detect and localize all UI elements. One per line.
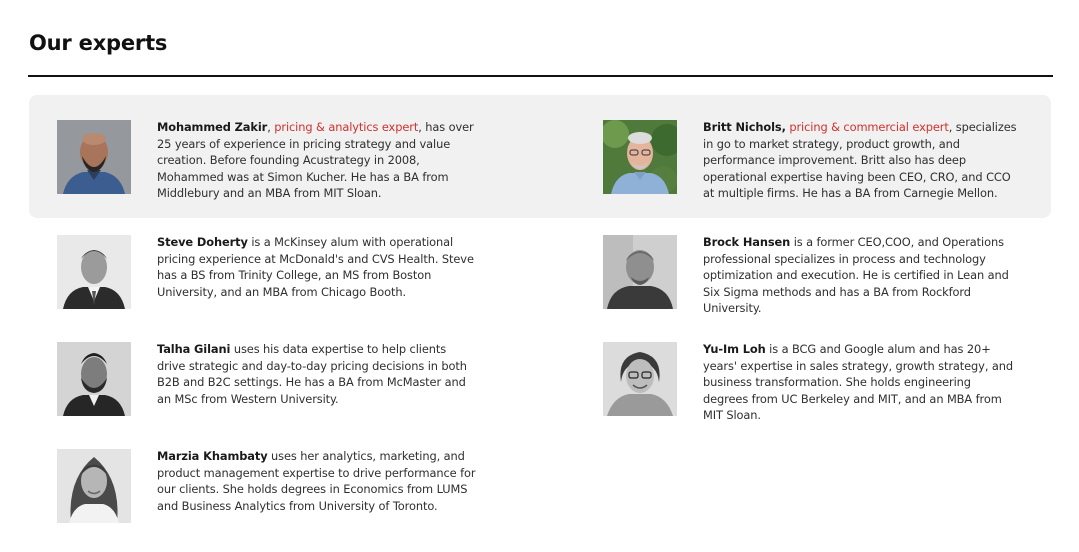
expert-bio: Yu-Im Loh is a BCG and Google alum and has 20+ years' expertise in sales strategy, growth strategy, and business transformation. She holds engineering degrees from UC Berkeley and MIT, and an MBA from MIT Sloan.: [703, 342, 1013, 423]
expert-bio: Steve Doherty is a McKinsey alum with operational pricing experience at McDonald's and CVS Health. Steve has a BS from Trinity College, an MS from Boston University, and an MBA from Chicago Booth.: [157, 235, 474, 299]
expert-photo: [57, 449, 131, 523]
expert-photo: [603, 120, 677, 194]
expert-bio: Mohammed Zakir, pricing & analytics expert, has over 25 years of experience in pricing strategy and value creation. Before founding Acustrategy in 2008, Mohammed was at Simon Kucher. He has a BA from Middlebury and an MBA from MIT Sloan.: [157, 120, 474, 201]
expert-photo: [603, 342, 677, 416]
expert-name: Marzia Khambaty: [157, 449, 268, 463]
expert-name: Talha Gilani: [157, 342, 231, 356]
expert-photo: [57, 120, 131, 194]
expert-name: Mohammed Zakir: [157, 120, 268, 134]
page-title: Our experts: [29, 31, 168, 55]
expert-photo: [603, 235, 677, 309]
expert-bio: Marzia Khambaty uses her analytics, marketing, and product management expertise to drive performance for our clients. She holds degrees in Economics from LUMS and Business Analytics from University of Toronto.: [157, 449, 476, 513]
expert-role: pricing & analytics expert: [274, 120, 419, 134]
title-divider: [28, 75, 1053, 77]
expert-role: pricing & commercial expert: [789, 120, 949, 134]
expert-bio: Britt Nichols, pricing & commercial expert, specializes in go to market strategy, product growth, and performance improvement. Britt also has deep operational expertise having been CEO, CRO, and CCO at multiple firms. He has a BA from Carnegie Mellon.: [703, 120, 1017, 201]
expert-name: Brock Hansen: [703, 235, 791, 249]
expert-photo: [57, 235, 131, 309]
expert-name: Yu-Im Loh: [703, 342, 766, 356]
expert-name: Steve Doherty: [157, 235, 248, 249]
expert-name: Britt Nichols,: [703, 120, 786, 134]
expert-bio: Talha Gilani uses his data expertise to help clients drive strategic and day-to-day pricing decisions in both B2B and B2C settings. He has a BA from McMaster and an MSc from Western University.: [157, 342, 467, 406]
expert-photo: [57, 342, 131, 416]
expert-bio: Brock Hansen is a former CEO,COO, and Operations professional specializes in process and technology optimization and execution. He is certified in Lean and Six Sigma methods and has a BA from Rockford University.: [703, 235, 1009, 316]
